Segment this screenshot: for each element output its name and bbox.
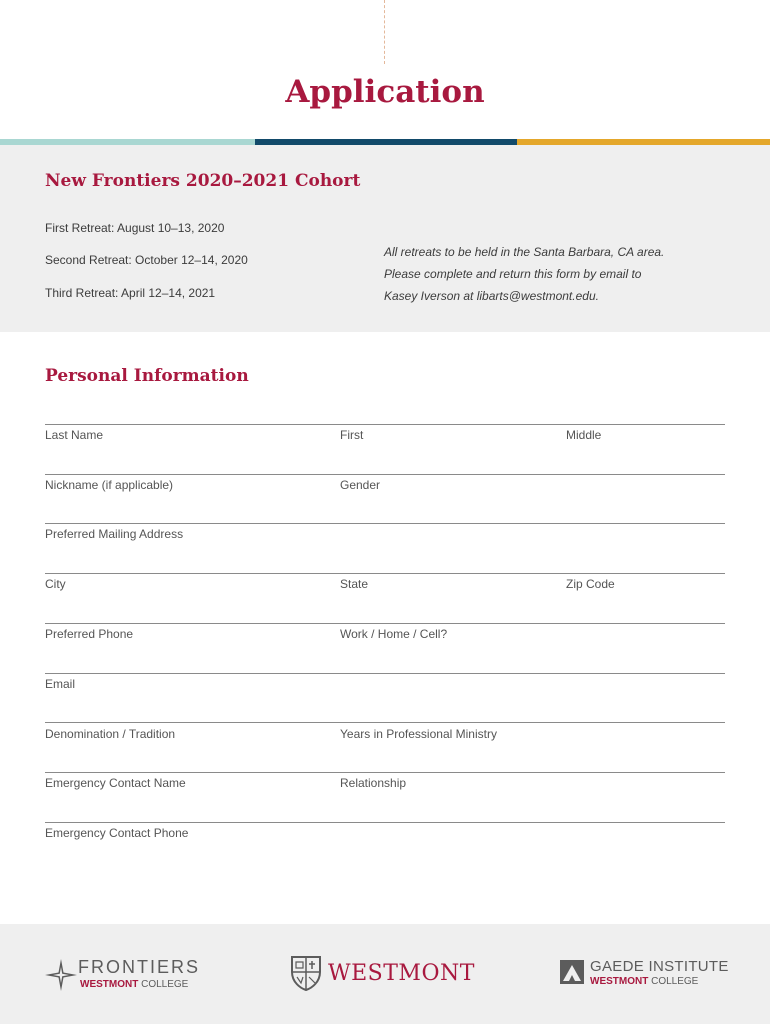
westmont-shield-icon: [290, 954, 322, 992]
mailing-address-field[interactable]: [45, 523, 725, 524]
cohort-title: New Frontiers 2020–2021 Cohort: [45, 171, 361, 191]
frontiers-subline: [80, 979, 188, 990]
retreat-note-line: Please complete and return this form by email to: [384, 267, 642, 281]
denomination-label: Denomination / Tradition: [45, 727, 176, 741]
retreat-third: Third Retreat: April 12–14, 2021: [45, 286, 216, 300]
gender-label: Gender: [340, 478, 381, 492]
first-name-label: First: [340, 428, 364, 442]
frontiers-logo: [44, 957, 204, 993]
ministry-years-label: Years in Professional Ministry: [340, 727, 497, 741]
retreat-note: [384, 241, 714, 307]
frontiers-sub-bold: WESTMONT: [80, 979, 139, 990]
email-label: Email: [45, 677, 76, 691]
retreat-note-line: Kasey Iverson at libarts@westmont.edu.: [384, 289, 599, 303]
gaede-subline: [590, 976, 698, 987]
emergency-contact-field[interactable]: [45, 772, 725, 773]
state-label: State: [340, 577, 369, 591]
gaede-institute-logo: [560, 958, 740, 994]
gaede-sub-bold: WESTMONT: [590, 976, 649, 987]
denomination-field[interactable]: [45, 722, 725, 723]
email-field[interactable]: [45, 673, 725, 674]
gaede-sub-rest: COLLEGE: [648, 976, 699, 987]
page-title: Application: [285, 74, 485, 110]
phone-field[interactable]: [45, 623, 725, 624]
last-name-field[interactable]: [45, 424, 725, 425]
cohort-panel: [0, 145, 770, 332]
nickname-label: Nickname (if applicable): [45, 478, 174, 492]
phone-type-label: Work / Home / Cell?: [340, 627, 448, 641]
emergency-contact-phone-label: Emergency Contact Phone: [45, 826, 189, 840]
frontiers-sub-rest: COLLEGE: [138, 979, 189, 990]
westmont-logo: [290, 954, 490, 994]
city-label: City: [45, 577, 66, 591]
emergency-contact-name-label: Emergency Contact Name: [45, 776, 186, 790]
zip-code-label: Zip Code: [566, 577, 615, 591]
middle-name-label: Middle: [566, 428, 602, 442]
compass-star-icon: [44, 957, 78, 993]
emergency-phone-field[interactable]: [45, 822, 725, 823]
frontiers-wordmark: FRONTIERS: [78, 957, 201, 977]
gaede-wordmark: GAEDE INSTITUTE: [590, 958, 729, 975]
relationship-label: Relationship: [340, 776, 407, 790]
gaede-mark-icon: [560, 960, 584, 984]
last-name-label: Last Name: [45, 428, 104, 442]
retreat-note-line: All retreats to be held in the Santa Barbara, CA area.: [384, 245, 665, 259]
nickname-field[interactable]: [45, 474, 725, 475]
footer-logos: [0, 924, 770, 1024]
top-dashed-rule: [384, 0, 385, 64]
retreat-second: Second Retreat: October 12–14, 2020: [45, 253, 248, 267]
city-field[interactable]: [45, 573, 725, 574]
retreat-first: First Retreat: August 10–13, 2020: [45, 221, 225, 235]
mailing-address-label: Preferred Mailing Address: [45, 527, 184, 541]
personal-information-heading: Personal Information: [45, 366, 249, 386]
westmont-wordmark: WESTMONT: [328, 961, 475, 986]
preferred-phone-label: Preferred Phone: [45, 627, 134, 641]
